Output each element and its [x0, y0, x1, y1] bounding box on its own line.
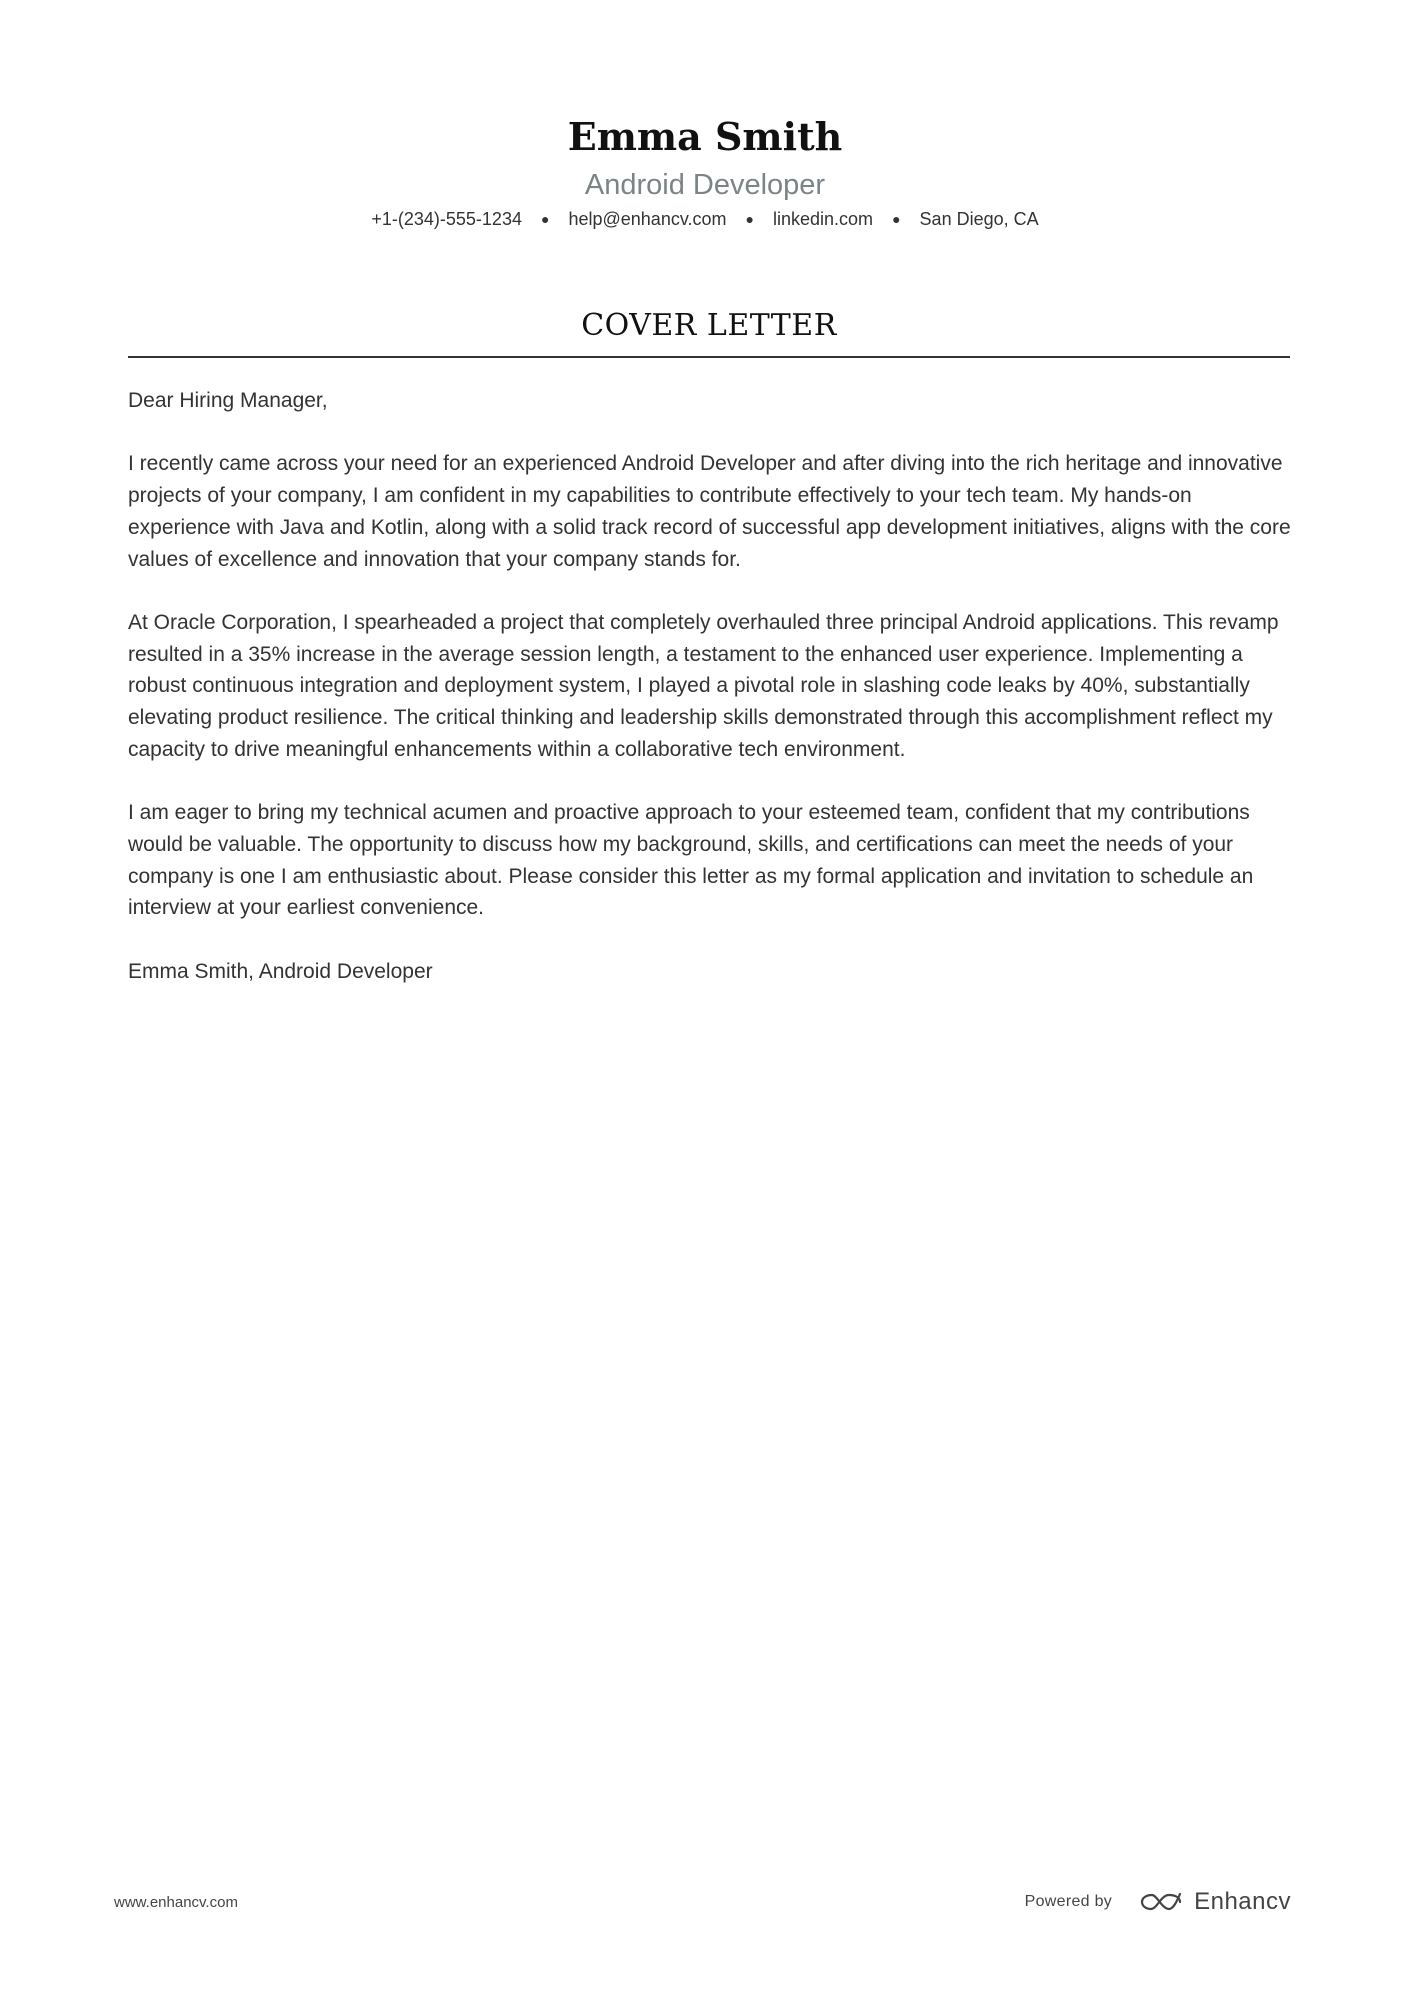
letter-greeting: Dear Hiring Manager,: [128, 389, 328, 412]
enhancv-logo-icon: [1138, 1890, 1184, 1914]
letter-paragraph: I recently came across your need for an experienced Android Developer and after diving into the rich heritage and innovative projects of your company, I am confident in my capabilities to contribute effectively to your tech team. My hands-on experience with Java and Kotlin, along with a solid track record of successful app development initiatives, aligns with the core values of excellence and innovation that your company stands for.: [128, 452, 1291, 571]
brand-name: Enhancv: [1194, 1888, 1291, 1915]
footer-website: www.enhancv.com: [114, 1894, 238, 1911]
contact-phone: +1-(234)-555-1234: [371, 209, 522, 229]
bullet-separator: ●: [540, 211, 550, 227]
letter-signature: Emma Smith, Android Developer: [128, 959, 433, 983]
section-title: COVER LETTER: [581, 308, 837, 343]
header: [0, 112, 1410, 232]
powered-by-label: Powered by: [1024, 1893, 1113, 1910]
bullet-separator: ●: [745, 211, 754, 227]
bullet-separator: ●: [892, 211, 901, 227]
letter-body: [128, 385, 1294, 1019]
contact-linkedin: linkedin.com: [773, 209, 874, 229]
candidate-name: Emma Smith: [567, 114, 843, 159]
contact-location: San Diego, CA: [919, 209, 1039, 229]
contact-line: [0, 206, 1410, 232]
letter-paragraph: I am eager to bring my technical acumen and proactive approach to your esteemed team, confident that my contributions would be valuable. The opportunity to discuss how my background, skills, and certifications can meet the needs of your company is one I am enthusiastic about. Please consider this letter as my formal application and invitation to schedule an interview at your earliest convenience.: [128, 801, 1254, 920]
section-divider: [128, 356, 1290, 358]
candidate-role: Android Developer: [584, 169, 826, 201]
letter-paragraph: At Oracle Corporation, I spearheaded a project that completely overhauled three principal Android applications. This revamp resulted in a 35% increase in the average session length, a testament to the enhanced user experience. Implementing a robust continuous integration and deployment system, I played a pivotal role in slashing code leaks by 40%, substantially elevating product resilience. The critical thinking and leadership skills demonstrated through this accomplishment reflect my capacity to drive meaningful enhancements within a collaborative tech environment.: [128, 610, 1279, 761]
footer-branding: [1025, 1888, 1291, 1916]
contact-email: help@enhancv.com: [568, 209, 727, 229]
